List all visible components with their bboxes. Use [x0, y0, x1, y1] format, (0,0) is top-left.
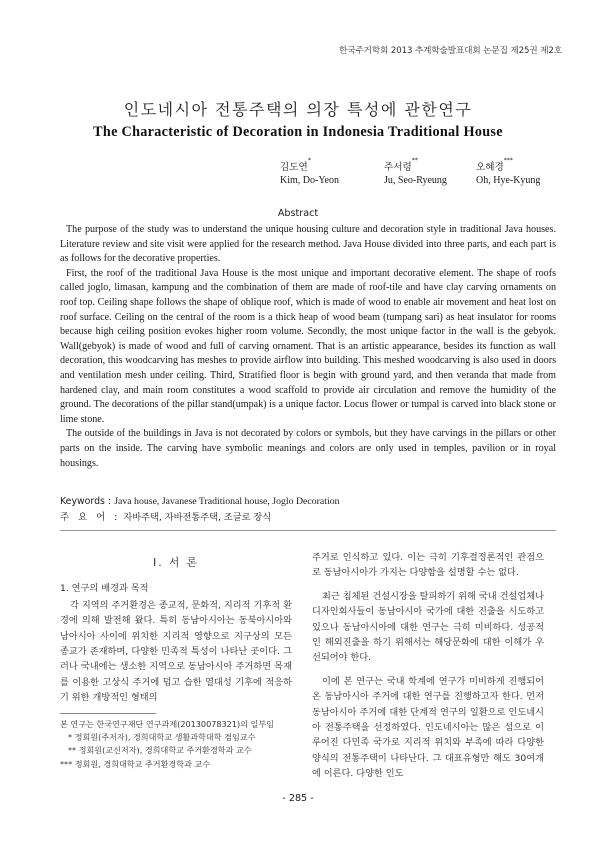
page-number: - 285 -	[282, 793, 314, 804]
paper-title-korean: 인도네시아 전통주택의 의장 특성에 관한연구	[123, 100, 473, 119]
body-paragraph: 최근 침체된 건설시장을 탈피하기 위해 국내 건설업체나 디자인회사들이 동남아시아 국가에 대한 진출을 시도하고 있으나 동남아시아에 대한 연구는 극히 미비하다. 성공적인 해외진출을 하기 위해서는 해당문화에 대한 이해가 우선되어야 한다.	[312, 590, 544, 664]
abstract-paragraph: The outside of the buildings in Java is not decorated by colors or symbols, but they have carvings in the pillars or other parts on the inside. The carving have symbolic meanings and colors are only used in temples, pavilion or in royal housings.	[60, 428, 556, 469]
author-name-korean: 오혜경***	[476, 157, 513, 173]
body-paragraph: 주거로 인식하고 있다. 이는 극히 기후결정론적인 관점으로 동남아시아가 가지는 다양함을 설명할 수는 없다.	[312, 552, 544, 579]
author-name-korean: 김도연*	[280, 157, 311, 173]
keywords-label: Keywords :	[60, 496, 112, 507]
keywords-korean	[60, 510, 556, 526]
body-column-right	[312, 550, 544, 782]
footnote: * 정회원(주저자), 경희대학교 생활과학대학 겸임교수	[68, 732, 256, 743]
author-block	[272, 159, 572, 191]
body-paragraph: 이에 본 연구는 국내 학계에 연구가 미비하게 진행되어 온 동남아시아 주거에 대한 연구를 진행하고자 한다. 먼저 동남아시아 주거에 대한 단계적 연구의 일환으로 인도네시아 전통주택을 선정하였다. 인도네시아는 많은 섬으로 이루어진 다민족 국가로 지리적 위치와 부족에 따라 다양한 양식의 전통주택이 나타난다. 그 대표유형만 해도 30여개에 이른다. 다양한 인도	[312, 675, 544, 780]
footnote: *** 정회원, 경희대학교 주거환경학과 교수	[60, 758, 211, 769]
footnote: ** 정회원(교신저자), 경희대학교 주거환경학과 교수	[68, 745, 252, 756]
keywords-block	[60, 494, 556, 526]
keywords-value: Java house, Javanese Traditional house, Joglo Decoration	[114, 496, 340, 507]
keywords-label-korean: 주 요 어 :	[60, 512, 121, 523]
section-heading: I. 서 론	[153, 557, 199, 569]
author-name-english: Oh, Hye-Kyung	[476, 175, 541, 186]
section-divider	[60, 530, 556, 531]
body-column-left	[60, 550, 292, 706]
running-header: 한국주거학회 2013 추계학술발표대회 논문집 제25권 제2호	[339, 46, 562, 56]
abstract-body	[60, 223, 556, 471]
keywords-value-korean: 자바주택, 자바전통주택, 조글로 장식	[123, 512, 272, 523]
author-name-korean: 주서령**	[384, 157, 418, 173]
body-paragraph: 각 지역의 주거환경은 종교적, 문화적, 지리적 기후적 환경에 의해 발전해 왔다. 특히 동남아시아는 동북아시아와 남아시아 사이에 위치한 지리적 영향으로 지구상의 모든 종교가 존재하며, 다양한 민족적 특성이 나타난 곳이다. 그러나 국내에는 생소한 지역으로 동남아시아 주거하면 목재를 이용한 고상식 주거에 덥고 습한 열대성 기후에 적응하기 위한 개방적인 형태의	[60, 599, 292, 704]
abstract-paragraph: The purpose of the study was to understand the unique housing culture and decoration style in traditional Java houses. Literature review and site visit were applied for the research method. Java House divided into three parts, and each part is as follows for the decorative properties.	[60, 224, 556, 265]
author-3	[476, 159, 540, 186]
author-2	[384, 159, 447, 186]
abstract-heading: Abstract	[277, 208, 319, 219]
keywords-english	[60, 494, 556, 510]
author-name-english: Kim, Do-Yeon	[280, 175, 339, 186]
author-1	[280, 159, 339, 186]
footnote-divider	[60, 713, 156, 714]
subsection-heading: 1. 연구의 배경과 목적	[60, 583, 149, 595]
footnote: 본 연구는 한국연구재단 연구과제(20130078321)의 일부임	[60, 719, 274, 729]
footnotes	[60, 718, 292, 771]
paper-title-english: The Characteristic of Decoration in Indonesia Traditional House	[93, 124, 503, 140]
author-name-english: Ju, Seo-Ryeung	[384, 175, 447, 186]
abstract-paragraph: First, the roof of the traditional Java House is the most unique and important decorative element. The shape of roofs called joglo, limasan, kampung and the combination of them are made of roof-tile and have clay carving ornaments on roof top. Ceiling shape follows the shape of oblique roof, which is made of wood to enable air movement and heat lost on roof surface. Ceiling on the central of the room is a thick heap of wood beam (tumpang sari) as heat insulator for rooms because high ceiling position evokes higher room volume. Secondly, the most unique factor in the wall is the gebyok. Wall(gebyok) is made of wood and full of carving ornament. That is an artistic appearance, besides its function as wall decoration, this woodcarving has meshes to provide airflow into building. This meshed woodcarving is also used in doors and ventilation mesh under ceiling. Third, Stratified floor is begin with ground yard, and then veranda that made from hardened clay, and main room constitutes a wood scaffold to provide air circulation and remove the humidity of the ground. The decorations of the pillar stand(umpak) is a unique factor. Locus flower or tumpal is carved into black stone or lime stone.	[60, 267, 556, 425]
